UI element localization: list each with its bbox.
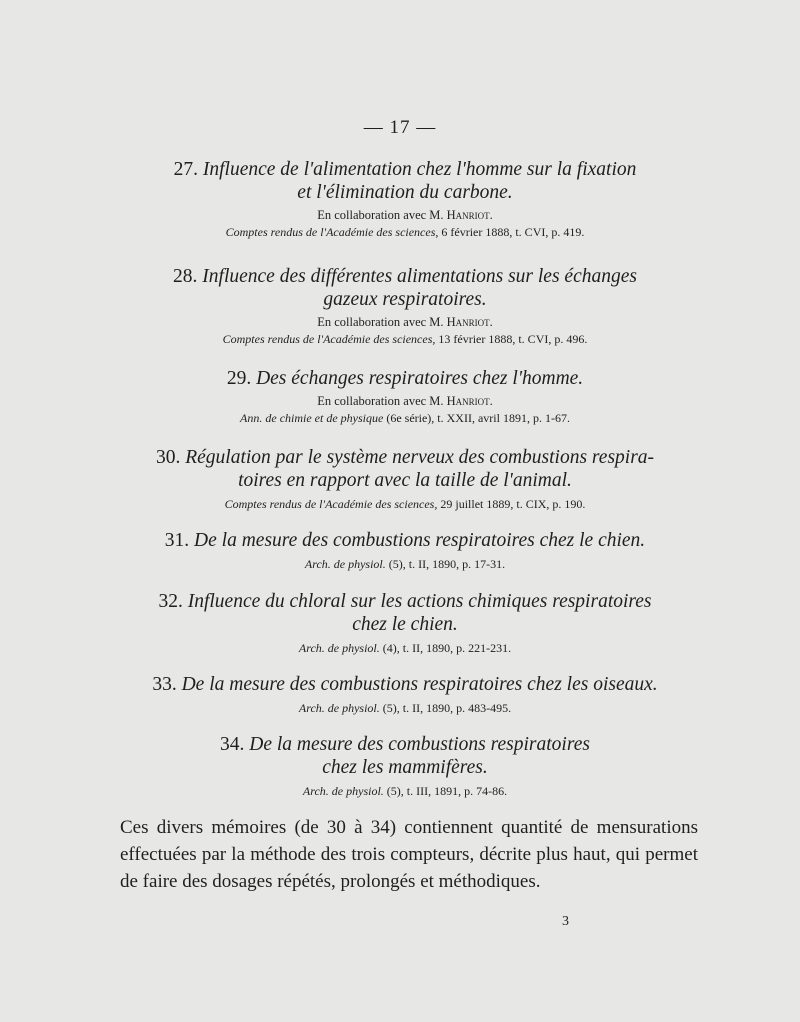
entry-reference: [110, 640, 700, 657]
collab-name: Hanriot.: [446, 315, 493, 329]
entry-title-line: chez les mammifères.: [322, 757, 488, 778]
entry-reference: [110, 783, 700, 800]
entry-title: [110, 590, 700, 636]
entry-title-line: De la mesure des combustions respiratoires: [249, 734, 590, 755]
entry-title-line: De la mesure des combustions respiratoires chez le chien.: [194, 530, 646, 551]
entry-number: 33.: [152, 674, 177, 695]
entry-collaboration: [110, 207, 700, 224]
publication-entry-28: [110, 265, 700, 348]
closing-paragraph: Ces divers mémoires (de 30 à 34) contiennent quantité de mensurations effectuées par la méthode des trois compteurs, décrite plus haut, qui permet de faire des dosages répétés, prolongés et méthodiques.: [120, 817, 698, 892]
entry-title: [110, 446, 700, 492]
entry-reference: [110, 331, 700, 348]
entry-collaboration: [110, 314, 700, 331]
ref-detail: 6 février 1888, t. CVI, p. 419.: [441, 225, 585, 239]
entry-number: 27.: [173, 159, 199, 180]
collab-prefix: En collaboration avec M.: [317, 208, 444, 222]
entry-number: 28.: [173, 266, 198, 287]
entry-title-line: toires en rapport avec la taille de l'animal.: [238, 470, 572, 491]
ref-source: Comptes rendus de l'Académie des sciences,: [222, 332, 436, 346]
ref-source: Comptes rendus de l'Académie des sciences,: [224, 497, 438, 511]
publication-entry-27: [110, 158, 700, 241]
ref-detail: (5), t. II, 1890, p. 483-495.: [382, 701, 512, 715]
entry-title: [110, 529, 700, 552]
entry-number: 30.: [155, 447, 181, 468]
entry-title-line: Des échanges respiratoires chez l'homme.: [256, 368, 584, 389]
page-number: — 17 —: [363, 117, 437, 138]
entry-title-line: gazeux respiratoires.: [323, 289, 487, 310]
collab-name: Hanriot.: [446, 208, 493, 222]
entry-reference: [110, 556, 700, 573]
entry-number: 29.: [226, 368, 252, 389]
ref-detail: (5), t. III, 1891, p. 74-86.: [386, 784, 508, 798]
entry-reference: [110, 496, 700, 513]
publication-entry-33: [110, 673, 700, 717]
ref-source: Arch. de physiol.: [298, 641, 380, 655]
ref-detail: 29 juillet 1889, t. CIX, p. 190.: [440, 497, 586, 511]
entry-title-line: Influence des différentes alimentations sur les échanges: [202, 266, 637, 287]
entry-title-line: De la mesure des combustions respiratoires chez les oiseaux.: [181, 674, 658, 695]
entry-title: [110, 673, 700, 696]
folio-number: 3: [562, 914, 569, 929]
entry-title: [110, 733, 700, 779]
publication-entry-29: [110, 367, 700, 427]
entry-number: 31.: [164, 530, 190, 551]
collab-prefix: En collaboration avec M.: [317, 394, 444, 408]
entry-title: [110, 265, 700, 311]
ref-detail: (5), t. II, 1890, p. 17-31.: [388, 557, 506, 571]
entry-title-line: et l'élimination du carbone.: [297, 182, 513, 203]
ref-detail: 13 février 1888, t. CVI, p. 496.: [438, 332, 588, 346]
entry-title-line: chez le chien.: [352, 614, 458, 635]
ref-source: Arch. de physiol.: [298, 701, 380, 715]
entry-number: 32.: [158, 591, 183, 612]
publication-entry-31: [110, 529, 700, 573]
publication-entry-30: [110, 446, 700, 513]
entry-title-line: Influence du chloral sur les actions chimiques respiratoires: [187, 591, 652, 612]
entry-reference: [110, 700, 700, 717]
ref-source: Ann. de chimie et de physique: [240, 411, 384, 425]
collab-name: Hanriot.: [446, 394, 493, 408]
entry-number: 34.: [220, 734, 245, 755]
entry-title-line: Influence de l'alimentation chez l'homme sur la fixation: [202, 159, 637, 180]
publication-entry-34: [110, 733, 700, 800]
entry-title: [110, 158, 700, 204]
ref-source: Comptes rendus de l'Académie des sciences,: [225, 225, 439, 239]
ref-detail: (6e série), t. XXII, avril 1891, p. 1-67.: [386, 411, 570, 425]
entry-collaboration: [110, 393, 700, 410]
publication-entry-32: [110, 590, 700, 657]
ref-source: Arch. de physiol.: [302, 784, 384, 798]
ref-detail: (4), t. II, 1890, p. 221-231.: [382, 641, 512, 655]
entry-title-line: Régulation par le système nerveux des combustions respira-: [185, 447, 655, 468]
entry-reference: [110, 410, 700, 427]
entry-title: [110, 367, 700, 390]
collab-prefix: En collaboration avec M.: [317, 315, 444, 329]
entry-reference: [110, 224, 700, 241]
ref-source: Arch. de physiol.: [304, 557, 386, 571]
